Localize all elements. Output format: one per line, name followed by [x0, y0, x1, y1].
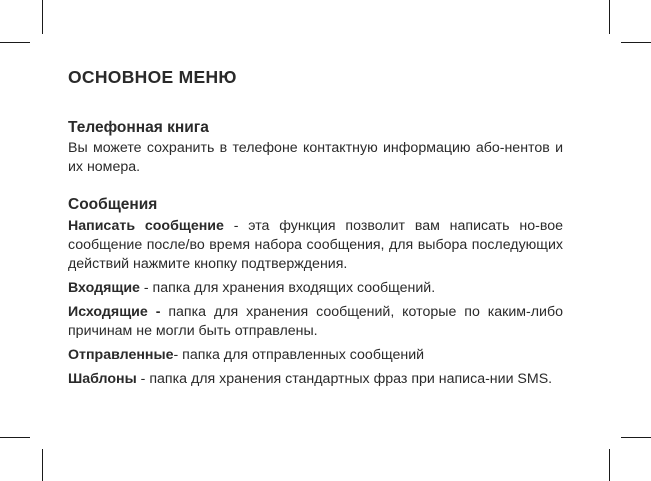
crop-mark-bottom-left-vertical: [42, 449, 43, 481]
message-item-term: Входящие: [68, 280, 140, 296]
message-item-term: Написать сообщение: [68, 218, 224, 234]
messages-section: [68, 195, 563, 389]
page-title: ОСНОВНОЕ МЕНЮ: [68, 67, 237, 87]
message-item-text: - папка для хранения стандартных фраз при написа-нии SMS.: [136, 371, 553, 387]
message-item-text: - папка для хранения входящих сообщений.: [139, 280, 436, 296]
crop-mark-top-right-vertical: [609, 0, 610, 34]
crop-mark-top-right-horizontal: [621, 42, 651, 43]
message-item-outbox: [68, 303, 563, 341]
message-item-text: - эта функция позволит вам написать но-вое сообщение после/во время набора сообщения, для выбора последующих действий нажмите кнопку подтверждения.: [68, 218, 563, 272]
phonebook-title: Телефонная книга: [68, 119, 209, 136]
message-item-compose: [68, 217, 563, 274]
crop-mark-bottom-right-vertical: [609, 449, 610, 481]
messages-title: Сообщения: [68, 196, 158, 213]
message-item-term: Исходящие -: [68, 304, 161, 320]
phonebook-description: Вы можете сохранить в телефоне контактную информацию або-нентов и их номера.: [68, 140, 563, 175]
message-item-templates: [68, 370, 563, 389]
message-item-term: Шаблоны: [68, 371, 137, 387]
crop-mark-top-left-horizontal: [0, 42, 30, 43]
message-item-term: Отправленные: [68, 347, 174, 363]
message-item-inbox: [68, 279, 563, 298]
page-content: [68, 66, 563, 389]
crop-mark-bottom-left-horizontal: [0, 437, 30, 438]
crop-mark-bottom-right-horizontal: [621, 437, 651, 438]
message-item-text: папка для хранения сообщений, которые по каким-либо причинам не могли быть отправлены.: [68, 304, 563, 339]
crop-mark-top-left-vertical: [42, 0, 43, 34]
message-item-sent: [68, 346, 563, 365]
message-item-text: - папка для отправленных сообщений: [173, 347, 425, 363]
phonebook-section: [68, 118, 563, 177]
